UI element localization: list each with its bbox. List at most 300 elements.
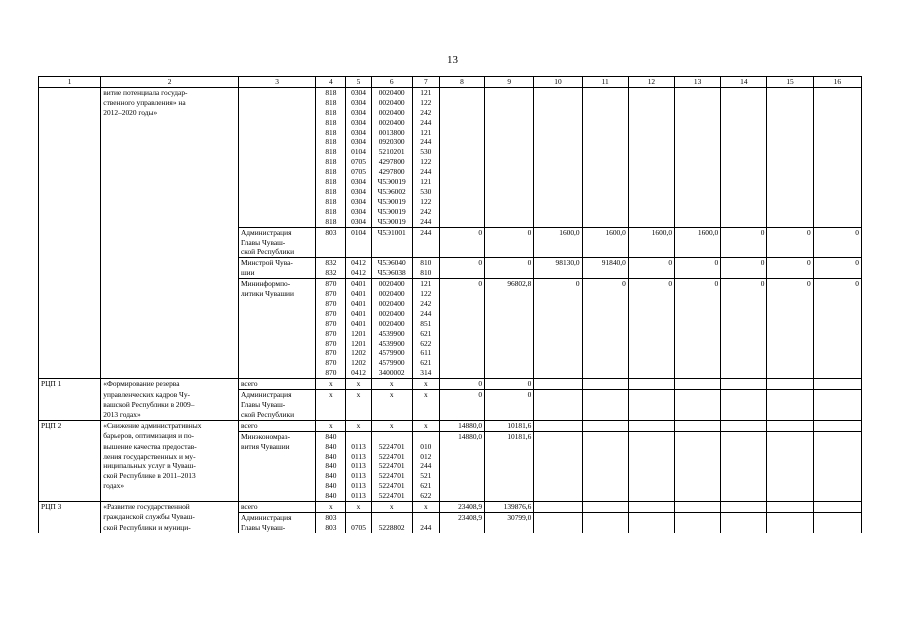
value-cell [439,523,484,533]
value-cell [534,523,582,533]
program-code-cell [39,279,101,289]
value-cell [439,207,484,217]
value-cell [439,108,484,118]
value-cell [721,512,767,522]
value-cell [767,319,813,329]
value-cell [439,157,484,167]
table-row [39,98,862,108]
value-cell [813,502,861,513]
program-name-line [101,167,239,177]
csr-cell: Ч5Э1001 [371,227,412,237]
csr-cell: Ч5Э0019 [371,217,412,227]
grbs-cell: 818 [316,147,346,157]
value-cell [813,319,861,329]
value-cell [813,108,861,118]
vr-cell: 810 [412,268,439,278]
value-cell: 1600,0 [534,227,582,237]
vr-cell: 242 [412,299,439,309]
program-name-line: ственного управления» на [101,98,239,108]
executor-line: Главы Чуваш- [238,238,315,248]
rzpr-cell [346,238,371,248]
executor-line [238,137,315,147]
grbs-cell: 840 [316,452,346,462]
value-cell [813,147,861,157]
value-cell [582,197,628,207]
csr-cell: 0020400 [371,87,412,97]
value-cell [485,442,534,452]
rzpr-cell: 0113 [346,452,371,462]
value-cell [439,400,484,410]
grbs-cell: x [316,502,346,513]
csr-cell: 3400002 [371,368,412,378]
rzpr-cell: 0304 [346,137,371,147]
value-cell [721,390,767,400]
value-cell [767,268,813,278]
csr-cell: Ч5Э6002 [371,187,412,197]
value-cell [628,502,674,513]
value-cell [813,167,861,177]
value-cell [767,128,813,138]
csr-cell [371,400,412,410]
value-cell [439,319,484,329]
program-code-cell [39,512,101,522]
grbs-cell: 832 [316,258,346,268]
value-cell [767,348,813,358]
value-cell [628,137,674,147]
value-cell [628,379,674,390]
rzpr-cell: 0304 [346,177,371,187]
program-code-cell [39,137,101,147]
value-cell [439,187,484,197]
table-row [39,512,862,522]
value-cell [721,379,767,390]
rzpr-cell: 0304 [346,207,371,217]
value-cell [675,167,721,177]
value-cell [721,348,767,358]
column-header: 10 [534,77,582,88]
csr-cell: x [371,390,412,400]
executor-line [238,147,315,157]
program-code-cell [39,128,101,138]
executor-line [238,319,315,329]
value-cell [439,147,484,157]
executor-line [238,217,315,227]
program-name-line [101,268,239,278]
value-cell [439,452,484,462]
table-row [39,108,862,118]
rzpr-cell: 0113 [346,471,371,481]
value-cell [675,410,721,420]
grbs-cell: 840 [316,471,346,481]
value-cell [721,87,767,97]
value-cell [582,452,628,462]
program-name-line [101,238,239,248]
vr-cell: x [412,420,439,431]
program-name-line: «Формирование резерва [101,379,239,390]
value-cell [767,289,813,299]
table-row [39,452,862,462]
table-row [39,177,862,187]
value-cell [721,108,767,118]
value-cell [767,217,813,227]
program-name-line [101,491,239,501]
vr-cell: 621 [412,358,439,368]
rzpr-cell: 0412 [346,268,371,278]
grbs-cell: 832 [316,268,346,278]
value-cell [485,217,534,227]
executor-line: литики Чувашии [238,289,315,299]
value-cell [767,471,813,481]
value-cell [582,471,628,481]
value-cell [485,108,534,118]
value-cell [721,238,767,248]
value-cell [813,197,861,207]
value-cell [767,358,813,368]
value-cell [485,87,534,97]
csr-cell: 5224701 [371,471,412,481]
grbs-cell: 818 [316,177,346,187]
value-cell [534,197,582,207]
program-name-line: барьеров, оптимизация и по- [101,431,239,441]
value-cell [534,108,582,118]
value-cell [628,87,674,97]
program-name-line [101,227,239,237]
table-row [39,289,862,299]
value-cell [721,197,767,207]
program-code-cell [39,157,101,167]
value-cell [582,268,628,278]
executor-line [238,358,315,368]
value-cell [439,471,484,481]
value-cell: 0 [439,279,484,289]
value-cell [628,400,674,410]
csr-cell: 0020400 [371,279,412,289]
value-cell [813,157,861,167]
grbs-cell: 870 [316,329,346,339]
rzpr-cell: 0104 [346,147,371,157]
value-cell: 0 [628,258,674,268]
value-cell [767,339,813,349]
program-code-cell [39,309,101,319]
table-row [39,348,862,358]
column-header: 4 [316,77,346,88]
program-code-cell [39,227,101,237]
value-cell [813,523,861,533]
value-cell [721,368,767,378]
table-row [39,268,862,278]
table-row [39,523,862,533]
vr-cell: x [412,379,439,390]
value-cell [485,461,534,471]
value-cell [813,491,861,501]
vr-cell: x [412,390,439,400]
vr-cell: 621 [412,481,439,491]
value-cell [767,187,813,197]
table-header-row [39,77,862,88]
program-name-line [101,329,239,339]
value-cell [439,268,484,278]
program-code-cell [39,431,101,441]
value-cell [534,471,582,481]
value-cell [628,471,674,481]
value-cell [721,442,767,452]
value-cell [721,502,767,513]
value-cell [675,491,721,501]
value-cell: 96802,8 [485,279,534,289]
value-cell [582,442,628,452]
grbs-cell: 870 [316,299,346,309]
executor-line: Главы Чуваш- [238,400,315,410]
executor-line [238,128,315,138]
vr-cell: 622 [412,339,439,349]
value-cell [628,238,674,248]
table-row [39,368,862,378]
vr-cell: x [412,502,439,513]
rzpr-cell: 0104 [346,227,371,237]
value-cell [767,238,813,248]
value-cell [485,358,534,368]
value-cell [675,147,721,157]
vr-cell: 121 [412,177,439,187]
column-header: 13 [675,77,721,88]
executor-line [238,491,315,501]
csr-cell: 5210201 [371,147,412,157]
executor-line: ской Республики [238,410,315,420]
grbs-cell: x [316,379,346,390]
csr-cell: 5224701 [371,442,412,452]
program-code-cell: РЦП 2 [39,420,101,431]
rzpr-cell: 0401 [346,319,371,329]
value-cell [628,197,674,207]
value-cell [582,481,628,491]
rzpr-cell: 0412 [346,368,371,378]
executor-line: Администрация [238,512,315,522]
vr-cell: 521 [412,471,439,481]
csr-cell: x [371,379,412,390]
value-cell: 23408,9 [439,512,484,522]
executor-line [238,87,315,97]
value-cell [721,329,767,339]
program-code-cell [39,147,101,157]
value-cell [485,207,534,217]
value-cell [767,523,813,533]
value-cell [813,98,861,108]
value-cell: 0 [721,279,767,289]
value-cell [534,512,582,522]
value-cell [534,348,582,358]
value-cell [721,410,767,420]
value-cell [675,368,721,378]
budget-table [38,76,862,533]
rzpr-cell: 0304 [346,217,371,227]
grbs-cell: 840 [316,461,346,471]
vr-cell: 244 [412,217,439,227]
value-cell: 0 [721,258,767,268]
csr-cell [371,238,412,248]
column-header: 9 [485,77,534,88]
executor-line [238,481,315,491]
value-cell [485,471,534,481]
value-cell [675,157,721,167]
value-cell: 1600,0 [582,227,628,237]
csr-cell: 5228802 [371,523,412,533]
grbs-cell: 803 [316,512,346,522]
program-code-cell [39,108,101,118]
table-row [39,87,862,97]
value-cell [767,167,813,177]
value-cell [485,268,534,278]
table-row [39,358,862,368]
value-cell: 0 [534,279,582,289]
value-cell [675,207,721,217]
value-cell [767,118,813,128]
program-code-cell [39,87,101,97]
rzpr-cell: 0113 [346,481,371,491]
value-cell [534,319,582,329]
program-name-line [101,348,239,358]
rzpr-cell: 0304 [346,128,371,138]
value-cell [628,118,674,128]
executor-line [238,167,315,177]
value-cell [813,187,861,197]
value-cell [582,177,628,187]
program-code-cell [39,471,101,481]
table-row [39,167,862,177]
value-cell [721,452,767,462]
executor-line [238,368,315,378]
value-cell [534,128,582,138]
program-name-line [101,187,239,197]
vr-cell: 012 [412,452,439,462]
rzpr-cell: 1202 [346,358,371,368]
value-cell [675,137,721,147]
value-cell [721,299,767,309]
grbs-cell: 870 [316,289,346,299]
value-cell: 10181,6 [485,420,534,431]
vr-cell: 242 [412,108,439,118]
value-cell [534,207,582,217]
value-cell [534,368,582,378]
csr-cell: 4579900 [371,348,412,358]
rzpr-cell: 0304 [346,108,371,118]
value-cell [675,452,721,462]
value-cell [675,268,721,278]
value-cell [582,523,628,533]
value-cell: 1600,0 [628,227,674,237]
grbs-cell: 840 [316,491,346,501]
value-cell: 0 [813,279,861,289]
value-cell [813,400,861,410]
value-cell [628,420,674,431]
value-cell [534,177,582,187]
grbs-cell [316,400,346,410]
vr-cell: 851 [412,319,439,329]
value-cell [767,247,813,257]
value-cell [439,368,484,378]
vr-cell: 810 [412,258,439,268]
vr-cell: 244 [412,167,439,177]
vr-cell: 242 [412,207,439,217]
value-cell: 0 [485,379,534,390]
value-cell [675,289,721,299]
column-header: 7 [412,77,439,88]
value-cell [628,368,674,378]
value-cell [628,319,674,329]
value-cell [813,238,861,248]
value-cell [675,98,721,108]
rzpr-cell: 1201 [346,339,371,349]
csr-cell: 4297800 [371,167,412,177]
value-cell [582,319,628,329]
executor-line: шии [238,268,315,278]
vr-cell [412,431,439,441]
csr-cell [371,512,412,522]
value-cell [485,410,534,420]
value-cell [582,329,628,339]
vr-cell: 121 [412,279,439,289]
rzpr-cell [346,410,371,420]
column-header: 2 [101,77,239,88]
program-name-line [101,128,239,138]
value-cell [534,358,582,368]
program-code-cell [39,167,101,177]
vr-cell: 244 [412,309,439,319]
value-cell [485,128,534,138]
table-row [39,227,862,237]
vr-cell [412,410,439,420]
program-name-line [101,217,239,227]
program-name-line [101,339,239,349]
value-cell: 0 [439,227,484,237]
value-cell [675,390,721,400]
grbs-cell: 818 [316,137,346,147]
value-cell [485,177,534,187]
csr-cell: 4539900 [371,339,412,349]
value-cell [628,523,674,533]
vr-cell: 530 [412,147,439,157]
value-cell [767,512,813,522]
value-cell: 0 [813,258,861,268]
csr-cell: 0020400 [371,309,412,319]
value-cell [767,207,813,217]
executor-line: Мининформпо- [238,279,315,289]
value-cell [628,431,674,441]
grbs-cell: 870 [316,348,346,358]
value-cell [721,491,767,501]
program-code-cell [39,258,101,268]
rzpr-cell: x [346,379,371,390]
executor-line [238,299,315,309]
vr-cell: 244 [412,227,439,237]
value-cell [628,247,674,257]
vr-cell: 122 [412,157,439,167]
rzpr-cell: 1201 [346,329,371,339]
program-code-cell: РЦП 3 [39,502,101,513]
csr-cell: 4539900 [371,329,412,339]
grbs-cell: 818 [316,167,346,177]
value-cell [813,512,861,522]
program-name-line [101,309,239,319]
value-cell [582,410,628,420]
value-cell [767,452,813,462]
vr-cell: 244 [412,137,439,147]
value-cell [767,177,813,187]
executor-line: всего [238,420,315,431]
value-cell [439,167,484,177]
rzpr-cell: 0113 [346,491,371,501]
value-cell [485,339,534,349]
table-row [39,339,862,349]
